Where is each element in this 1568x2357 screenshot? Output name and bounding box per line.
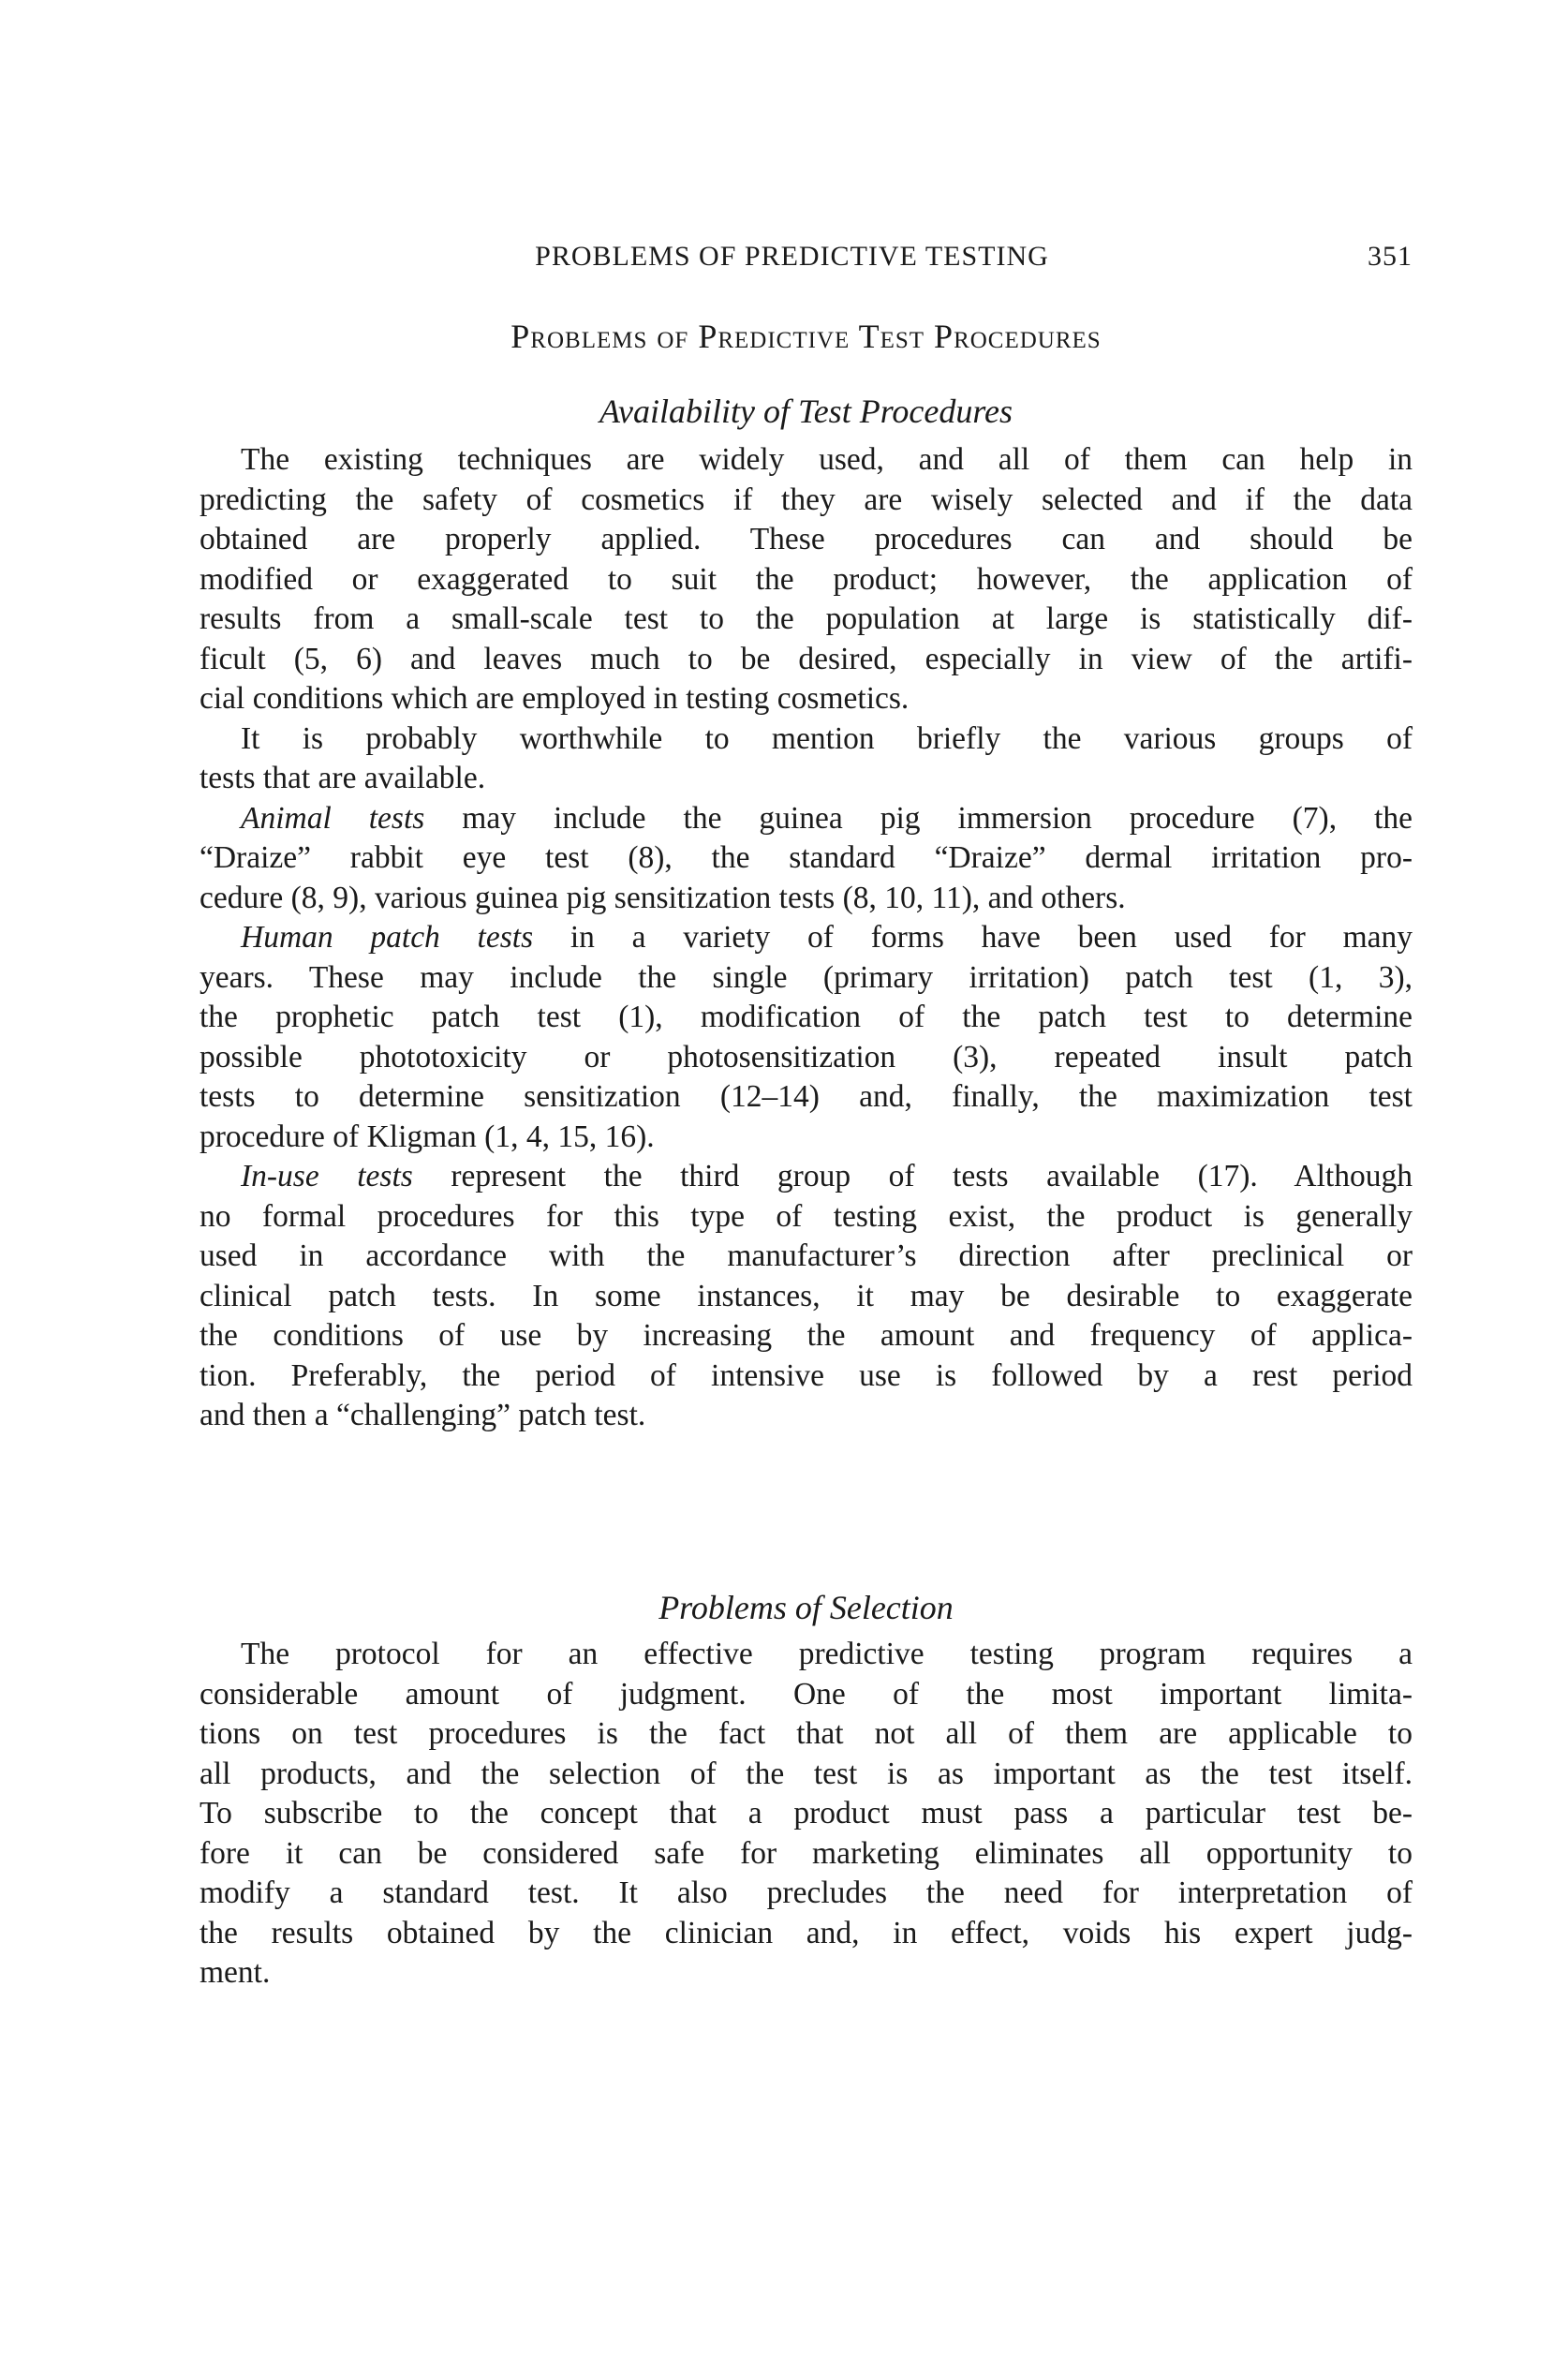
running-head-title: PROBLEMS OF PREDICTIVE TESTING [535,241,1049,272]
text-line: ficult (5, 6) and leaves much to be desired, especially in view of the artifi- [200,641,1413,676]
text-line: tests that are available. [200,761,486,795]
page-number: 351 [1368,241,1413,272]
text-line [200,918,1413,958]
text-line: the results obtained by the clinician and, in effect, voids his expert judg- [200,1915,1413,1950]
text-line: possible phototoxicity or photosensitization (3), repeated insult patch [200,1039,1413,1075]
text-line: predicting the safety of cosmetics if they are wisely selected and if the data [200,482,1413,517]
text-line: “Draize” rabbit eye test (8), the standard “Draize” dermal irritation pro- [200,840,1413,875]
text-line: tests to determine sensitization (12–14) and, finally, the maximization test [200,1079,1413,1114]
text-line: tions on test procedures is the fact that not all of them are applicable to [200,1716,1413,1751]
line-text: in a variety of forms have been used for many [533,920,1413,955]
text-line: fore it can be considered safe for marketing eliminates all opportunity to [200,1835,1413,1871]
running-head [200,241,1413,282]
paragraph-animal-tests [200,799,1413,919]
text-line: cedure (8, 9), various guinea pig sensitization tests (8, 10, 11), and others. [200,880,1126,915]
italic-term: In-use tests [241,1159,413,1193]
text-line: The existing techniques are widely used, and all of them can help in [241,442,1413,477]
paragraph [200,1635,1413,1994]
text-line: no formal procedures for this type of testing exist, the product is generally [200,1198,1413,1234]
text-line: and then a “challenging” patch test. [200,1398,646,1432]
text-line [200,1157,1413,1197]
text-line: obtained are properly applied. These procedures can and should be [200,522,1413,556]
text-line: tion. Preferably, the period of intensive use is followed by a rest period [200,1357,1413,1393]
text-line: modified or exaggerated to suit the product; however, the application of [200,561,1413,597]
text-line: modify a standard test. It also precludes the need for interpretation of [200,1875,1413,1910]
text-line: The protocol for an effective predictive testing program requires a [241,1637,1413,1671]
line-text: may include the guinea pig immersion procedure (7), the [424,800,1413,836]
text-line: all products, and the selection of the test is as important as the test itself. [200,1756,1413,1791]
text-line: the conditions of use by increasing the amount and frequency of applica- [200,1318,1413,1353]
subsection-heading-selection: Problems of Selection [658,1589,954,1626]
selection-body [200,1635,1413,1994]
text-line: the prophetic patch test (1), modification of the patch test to determine [200,1000,1413,1034]
section-heading: Problems of Predictive Test Procedures [510,318,1102,355]
line-text: represent the third group of tests available (17). Although [412,1159,1413,1193]
text-line [200,799,1413,839]
paragraph-in-use-tests [200,1157,1413,1436]
italic-term: Human patch tests [241,920,534,955]
text-line: results from a small-scale test to the population at large is statistically dif- [200,601,1413,636]
italic-term: Animal tests [241,800,425,836]
text-line: procedure of Kligman (1, 4, 15, 16). [200,1119,655,1154]
text-line: It is probably worthwhile to mention briefly the various groups of [241,720,1413,756]
text-line: clinical patch tests. In some instances, it may be desirable to exaggerate [200,1278,1413,1313]
text-line: ment. [200,1955,271,1990]
availability-body [200,440,1413,1436]
text-line: used in accordance with the manufacturer’s direction after preclinical or [200,1238,1413,1273]
paragraph-human-patch-tests [200,918,1413,1157]
text-line: To subscribe to the concept that a product must pass a particular test be- [200,1796,1413,1831]
text-line: cial conditions which are employed in testing cosmetics. [200,681,910,716]
paragraph [200,440,1413,719]
text-line: considerable amount of judgment. One of the most important limita- [200,1676,1413,1712]
subsection-heading-availability: Availability of Test Procedures [599,393,1013,430]
text-line: years. These may include the single (primary irritation) patch test (1, 3), [200,959,1413,995]
paragraph [200,719,1413,799]
